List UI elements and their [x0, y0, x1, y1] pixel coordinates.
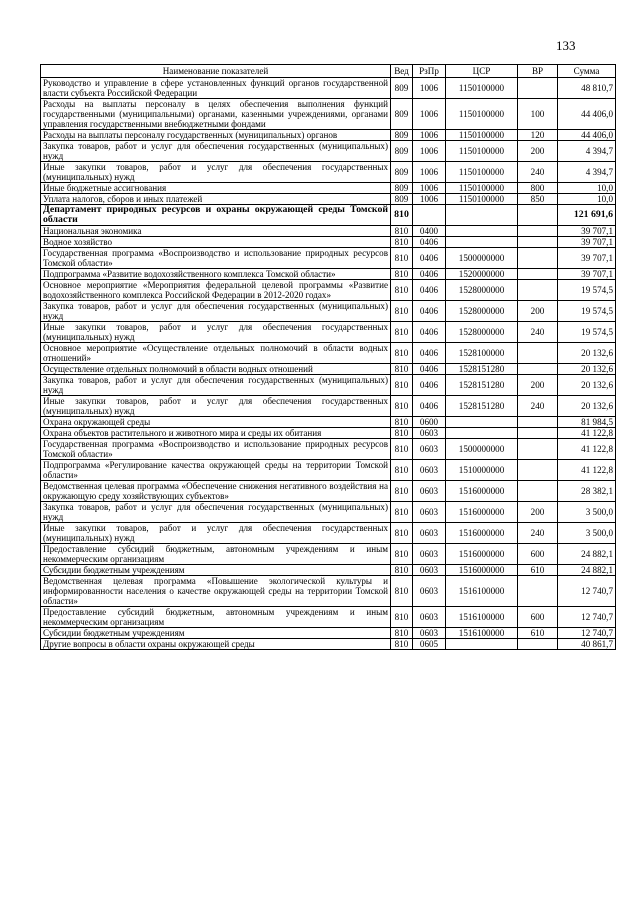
cell-name: Субсидии бюджетным учреждениям [41, 565, 391, 576]
cell-rzpr: 0406 [413, 237, 446, 248]
table-header-row [41, 65, 616, 78]
cell-csr: 1516000000 [446, 481, 518, 502]
cell-sum: 39 707,1 [558, 248, 616, 269]
cell-sum: 39 707,1 [558, 269, 616, 280]
cell-ved: 809 [391, 130, 413, 141]
cell-sum: 20 132,6 [558, 364, 616, 375]
cell-sum: 3 500,0 [558, 502, 616, 523]
cell-csr: 1528151280 [446, 375, 518, 396]
cell-name: Иные закупки товаров, работ и услуг для обеспечения государственных (муниципальных) нужд [41, 396, 391, 417]
cell-name: Закупка товаров, работ и услуг для обеспечения государственных (муниципальных) нужд [41, 502, 391, 523]
cell-vr [518, 226, 558, 237]
cell-vr: 200 [518, 502, 558, 523]
cell-sum: 20 132,6 [558, 343, 616, 364]
cell-name: Государственная программа «Воспроизводство и использование природных ресурсов Томской области» [41, 248, 391, 269]
cell-csr: 1150100000 [446, 194, 518, 205]
cell-rzpr: 0603 [413, 576, 446, 607]
cell-name: Иные закупки товаров, работ и услуг для обеспечения государственных (муниципальных) нужд [41, 523, 391, 544]
cell-sum: 39 707,1 [558, 237, 616, 248]
cell-name: Национальная экономика [41, 226, 391, 237]
cell-name: Основное мероприятие «Мероприятия федеральной целевой программы «Развитие водохозяйственного комплекса Российской Федерации в 2012-2020 годах» [41, 280, 391, 301]
cell-sum: 44 406,0 [558, 130, 616, 141]
cell-vr [518, 280, 558, 301]
cell-csr [446, 237, 518, 248]
cell-csr: 1516000000 [446, 544, 518, 565]
cell-rzpr: 0603 [413, 460, 446, 481]
cell-vr: 200 [518, 375, 558, 396]
cell-csr: 1150100000 [446, 78, 518, 99]
cell-csr: 1150100000 [446, 141, 518, 162]
header-name: Наименование показателей [41, 65, 391, 78]
cell-name: Предоставление субсидий бюджетным, автономным учреждениям и иным некоммерческим организациям [41, 607, 391, 628]
cell-csr: 1528000000 [446, 280, 518, 301]
cell-csr: 1528000000 [446, 301, 518, 322]
cell-ved: 810 [391, 417, 413, 428]
cell-sum: 48 810,7 [558, 78, 616, 99]
cell-vr: 850 [518, 194, 558, 205]
cell-ved: 810 [391, 226, 413, 237]
cell-csr: 1500000000 [446, 248, 518, 269]
cell-sum: 10,0 [558, 194, 616, 205]
cell-rzpr: 0603 [413, 544, 446, 565]
cell-sum: 12 740,7 [558, 576, 616, 607]
cell-name: Основное мероприятие «Осуществление отдельных полномочий в области водных отношений» [41, 343, 391, 364]
cell-name: Закупка товаров, работ и услуг для обеспечения государственных (муниципальных) нужд [41, 301, 391, 322]
table-row [41, 417, 616, 428]
cell-sum: 41 122,8 [558, 428, 616, 439]
cell-vr: 200 [518, 301, 558, 322]
cell-vr: 240 [518, 523, 558, 544]
cell-vr: 100 [518, 99, 558, 130]
cell-csr: 1528151280 [446, 396, 518, 417]
table-row [41, 205, 616, 226]
cell-ved: 810 [391, 280, 413, 301]
cell-sum: 81 984,5 [558, 417, 616, 428]
cell-vr [518, 439, 558, 460]
header-csr: ЦСР [446, 65, 518, 78]
cell-vr [518, 237, 558, 248]
table-row [41, 343, 616, 364]
cell-ved: 809 [391, 194, 413, 205]
cell-vr [518, 343, 558, 364]
cell-vr [518, 639, 558, 650]
cell-csr: 1516100000 [446, 576, 518, 607]
cell-sum: 24 882,1 [558, 544, 616, 565]
cell-ved: 810 [391, 607, 413, 628]
cell-ved: 809 [391, 99, 413, 130]
cell-ved: 809 [391, 141, 413, 162]
cell-csr [446, 428, 518, 439]
cell-vr [518, 576, 558, 607]
cell-rzpr: 0600 [413, 417, 446, 428]
cell-rzpr: 0400 [413, 226, 446, 237]
cell-vr: 610 [518, 628, 558, 639]
cell-rzpr: 0603 [413, 607, 446, 628]
cell-vr [518, 364, 558, 375]
cell-csr: 1520000000 [446, 269, 518, 280]
cell-sum: 20 132,6 [558, 375, 616, 396]
cell-rzpr: 0603 [413, 428, 446, 439]
cell-sum: 12 740,7 [558, 628, 616, 639]
cell-rzpr: 1006 [413, 141, 446, 162]
cell-sum: 12 740,7 [558, 607, 616, 628]
cell-csr: 1150100000 [446, 99, 518, 130]
cell-name: Расходы на выплаты персоналу государственных (муниципальных) органов [41, 130, 391, 141]
cell-csr [446, 417, 518, 428]
cell-rzpr: 0406 [413, 269, 446, 280]
cell-vr: 240 [518, 322, 558, 343]
cell-csr: 1500000000 [446, 439, 518, 460]
table-row [41, 502, 616, 523]
cell-csr: 1150100000 [446, 162, 518, 183]
cell-rzpr: 1006 [413, 162, 446, 183]
cell-csr: 1528100000 [446, 343, 518, 364]
cell-name: Предоставление субсидий бюджетным, автономным учреждениям и иным некоммерческим организациям [41, 544, 391, 565]
cell-csr: 1516100000 [446, 607, 518, 628]
cell-rzpr: 0406 [413, 280, 446, 301]
table-row [41, 194, 616, 205]
cell-csr [446, 639, 518, 650]
cell-rzpr: 0406 [413, 248, 446, 269]
budget-table [40, 64, 616, 650]
cell-rzpr: 0406 [413, 343, 446, 364]
table-row [41, 248, 616, 269]
cell-rzpr: 0603 [413, 439, 446, 460]
table-row [41, 130, 616, 141]
cell-vr: 200 [518, 141, 558, 162]
cell-rzpr: 0603 [413, 565, 446, 576]
cell-sum: 19 574,5 [558, 322, 616, 343]
cell-vr: 120 [518, 130, 558, 141]
table-row [41, 460, 616, 481]
table-row [41, 99, 616, 130]
cell-vr [518, 460, 558, 481]
cell-name: Уплата налогов, сборов и иных платежей [41, 194, 391, 205]
table-body [41, 78, 616, 650]
cell-name: Государственная программа «Воспроизводство и использование природных ресурсов Томской области» [41, 439, 391, 460]
table-row [41, 375, 616, 396]
cell-vr: 600 [518, 544, 558, 565]
table-row [41, 78, 616, 99]
table-row [41, 301, 616, 322]
cell-rzpr: 0603 [413, 523, 446, 544]
cell-vr [518, 248, 558, 269]
cell-ved: 809 [391, 162, 413, 183]
table-row [41, 237, 616, 248]
cell-vr [518, 269, 558, 280]
cell-name: Иные закупки товаров, работ и услуг для обеспечения государственных (муниципальных) нужд [41, 162, 391, 183]
cell-rzpr: 1006 [413, 99, 446, 130]
cell-rzpr: 1006 [413, 194, 446, 205]
cell-sum: 40 861,7 [558, 639, 616, 650]
cell-sum: 39 707,1 [558, 226, 616, 237]
cell-rzpr: 1006 [413, 130, 446, 141]
cell-csr [446, 205, 518, 226]
cell-name: Закупка товаров, работ и услуг для обеспечения государственных (муниципальных) нужд [41, 141, 391, 162]
cell-name: Осуществление отдельных полномочий в области водных отношений [41, 364, 391, 375]
cell-csr: 1528000000 [446, 322, 518, 343]
header-rzpr: РзПр [413, 65, 446, 78]
cell-rzpr: 0603 [413, 481, 446, 502]
cell-name: Субсидии бюджетным учреждениям [41, 628, 391, 639]
cell-vr: 240 [518, 162, 558, 183]
cell-name: Ведомственная целевая программа «Обеспечение снижения негативного воздействия на окружающую среду хозяйствующих субъектов» [41, 481, 391, 502]
cell-vr: 800 [518, 183, 558, 194]
cell-vr: 600 [518, 607, 558, 628]
cell-sum: 10,0 [558, 183, 616, 194]
cell-csr: 1516000000 [446, 502, 518, 523]
cell-rzpr: 0603 [413, 628, 446, 639]
table-row [41, 544, 616, 565]
cell-ved: 810 [391, 628, 413, 639]
cell-csr: 1528151280 [446, 364, 518, 375]
cell-rzpr [413, 205, 446, 226]
cell-ved: 809 [391, 183, 413, 194]
cell-ved: 810 [391, 269, 413, 280]
cell-sum: 24 882,1 [558, 565, 616, 576]
cell-name: Ведомственная целевая программа «Повышение экологической культуры и информированности населения о качестве окружающей среды на территории Томской области» [41, 576, 391, 607]
cell-csr: 1150100000 [446, 130, 518, 141]
cell-rzpr: 1006 [413, 78, 446, 99]
cell-sum: 3 500,0 [558, 523, 616, 544]
cell-name: Охрана объектов растительного и животного мира и среды их обитания [41, 428, 391, 439]
page-number: 133 [556, 38, 576, 53]
cell-ved: 810 [391, 301, 413, 322]
cell-ved: 810 [391, 439, 413, 460]
cell-ved: 810 [391, 544, 413, 565]
cell-sum: 19 574,5 [558, 301, 616, 322]
cell-sum: 19 574,5 [558, 280, 616, 301]
cell-rzpr: 0406 [413, 301, 446, 322]
cell-ved: 809 [391, 78, 413, 99]
cell-rzpr: 0603 [413, 502, 446, 523]
table-row [41, 439, 616, 460]
table-row [41, 523, 616, 544]
table-row [41, 481, 616, 502]
cell-ved: 810 [391, 343, 413, 364]
table-row [41, 162, 616, 183]
table-row [41, 428, 616, 439]
cell-csr: 1516000000 [446, 565, 518, 576]
cell-name: Подпрограмма «Регулирование качества окружающей среды на территории Томской области» [41, 460, 391, 481]
cell-name: Водное хозяйство [41, 237, 391, 248]
cell-csr: 1150100000 [446, 183, 518, 194]
table-row [41, 226, 616, 237]
table-row [41, 396, 616, 417]
table-row [41, 576, 616, 607]
cell-vr: 610 [518, 565, 558, 576]
cell-ved: 810 [391, 322, 413, 343]
cell-sum: 4 394,7 [558, 141, 616, 162]
cell-vr [518, 428, 558, 439]
cell-sum: 41 122,8 [558, 439, 616, 460]
table-row [41, 322, 616, 343]
cell-rzpr: 0406 [413, 364, 446, 375]
cell-rzpr: 0406 [413, 396, 446, 417]
cell-vr [518, 205, 558, 226]
cell-vr [518, 78, 558, 99]
cell-ved: 810 [391, 364, 413, 375]
header-vr: ВР [518, 65, 558, 78]
table-row [41, 183, 616, 194]
cell-ved: 810 [391, 576, 413, 607]
cell-csr [446, 226, 518, 237]
cell-name: Расходы на выплаты персоналу в целях обеспечения выполнения функций государственными (муниципальными) органами, казенными учреждениями, органами управления государственными внебюджетными фондами [41, 99, 391, 130]
cell-csr: 1510000000 [446, 460, 518, 481]
cell-name: Закупка товаров, работ и услуг для обеспечения государственных (муниципальных) нужд [41, 375, 391, 396]
cell-rzpr: 0605 [413, 639, 446, 650]
cell-sum: 20 132,6 [558, 396, 616, 417]
cell-ved: 810 [391, 375, 413, 396]
cell-vr [518, 417, 558, 428]
cell-ved: 810 [391, 428, 413, 439]
cell-name: Иные закупки товаров, работ и услуг для обеспечения государственных (муниципальных) нужд [41, 322, 391, 343]
table-row [41, 565, 616, 576]
cell-ved: 810 [391, 639, 413, 650]
cell-sum: 4 394,7 [558, 162, 616, 183]
cell-vr [518, 481, 558, 502]
cell-rzpr: 1006 [413, 183, 446, 194]
cell-name: Иные бюджетные ассигнования [41, 183, 391, 194]
cell-name: Департамент природных ресурсов и охраны окружающей среды Томской области [41, 205, 391, 226]
table-row [41, 364, 616, 375]
cell-ved: 810 [391, 523, 413, 544]
cell-sum: 28 382,1 [558, 481, 616, 502]
table-row [41, 639, 616, 650]
cell-rzpr: 0406 [413, 375, 446, 396]
cell-rzpr: 0406 [413, 322, 446, 343]
cell-sum: 44 406,0 [558, 99, 616, 130]
cell-name: Руководство и управление в сфере установленных функций органов государственной власти субъекта Российской Федерации [41, 78, 391, 99]
table-row [41, 280, 616, 301]
cell-sum: 121 691,6 [558, 205, 616, 226]
cell-name: Охрана окружающей среды [41, 417, 391, 428]
cell-csr: 1516100000 [446, 628, 518, 639]
cell-csr: 1516000000 [446, 523, 518, 544]
header-sum: Сумма [558, 65, 616, 78]
header-ved: Вед [391, 65, 413, 78]
cell-name: Подпрограмма «Развитие водохозяйственного комплекса Томской области» [41, 269, 391, 280]
cell-ved: 810 [391, 565, 413, 576]
cell-sum: 41 122,8 [558, 460, 616, 481]
cell-ved: 810 [391, 237, 413, 248]
cell-ved: 810 [391, 460, 413, 481]
cell-name: Другие вопросы в области охраны окружающей среды [41, 639, 391, 650]
table-row [41, 628, 616, 639]
cell-ved: 810 [391, 481, 413, 502]
cell-ved: 810 [391, 502, 413, 523]
cell-vr: 240 [518, 396, 558, 417]
table-row [41, 269, 616, 280]
table-row [41, 607, 616, 628]
table-row [41, 141, 616, 162]
cell-ved: 810 [391, 205, 413, 226]
cell-ved: 810 [391, 396, 413, 417]
cell-ved: 810 [391, 248, 413, 269]
